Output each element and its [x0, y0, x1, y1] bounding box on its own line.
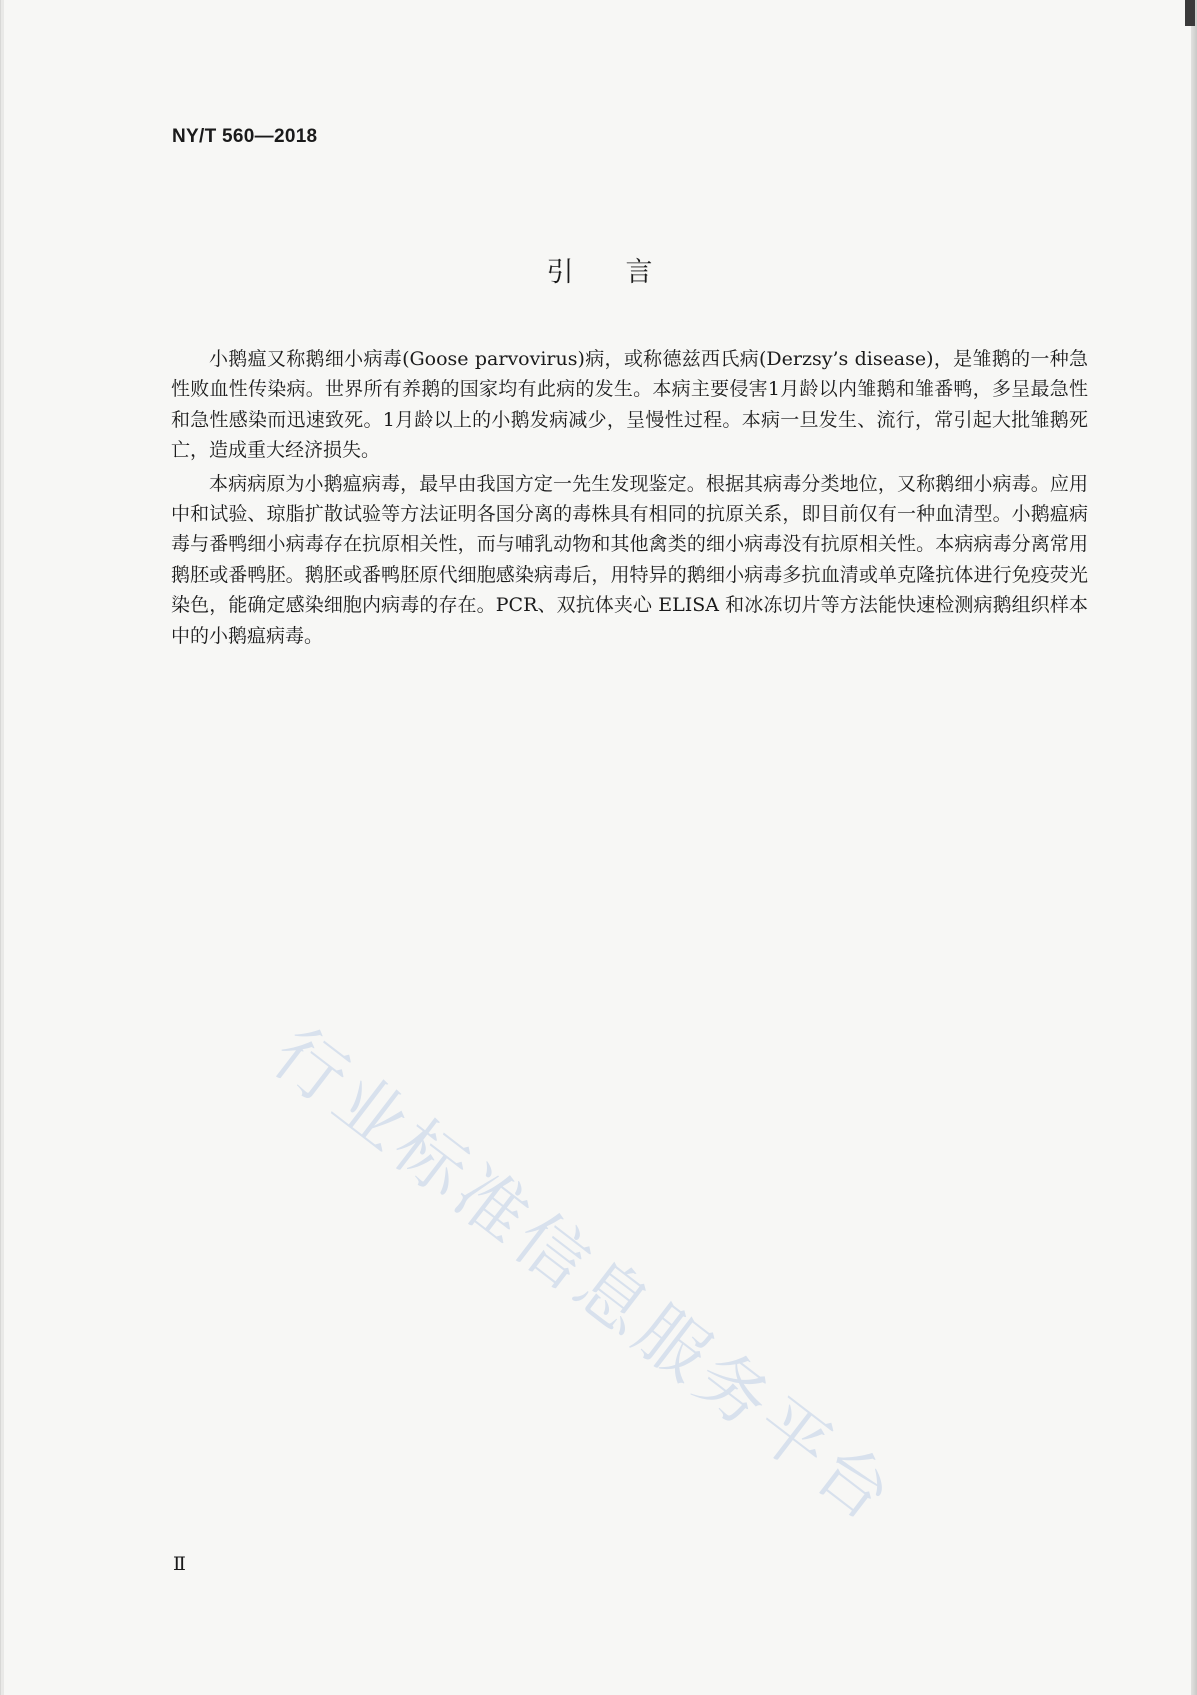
paragraph: 小鹅瘟又称鹅细小病毒(Goose parvovirus)病，或称德兹西氏病(Derzsy’s disease)，是雏鹅的一种急性败血性传染病。世界所有养鹅的国家均有此病的发生。本病主要侵害1月龄以内雏鹅和雏番鸭，多呈最急性和急性感染而迅速致死。1月龄以上的小鹅发病减少，呈慢性过程。本病一旦发生、流行，常引起大批雏鹅死亡，造成重大经济损失。: [171, 348, 1088, 462]
body-text: [171, 344, 1088, 654]
page-number: Ⅱ: [173, 1553, 186, 1575]
scan-corner-mark: [1185, 0, 1195, 26]
paragraph: 本病病原为小鹅瘟病毒，最早由我国方定一先生发现鉴定。根据其病毒分类地位，又称鹅细小病毒。应用中和试验、琼脂扩散试验等方法证明各国分离的毒株具有相同的抗原关系，即目前仅有一种血清型。小鹅瘟病毒与番鸭细小病毒存在抗原相关性，而与哺乳动物和其他禽类的细小病毒没有抗原相关性。本病病毒分离常用鹅胚或番鸭胚。鹅胚或番鸭胚原代细胞感染病毒后，用特异的鹅细小病毒多抗血清或单克隆抗体进行免疫荧光染色，能确定感染细胞内病毒的存在。PCR、双抗体夹心 ELISA 和冰冻切片等方法能快速检测病鹅组织样本中的小鹅瘟病毒。: [171, 472, 1088, 647]
section-title: 引言: [546, 257, 705, 288]
watermark: 行业标准信息服务平台: [257, 1011, 911, 1540]
document-code: NY/T 560—2018: [172, 126, 318, 147]
